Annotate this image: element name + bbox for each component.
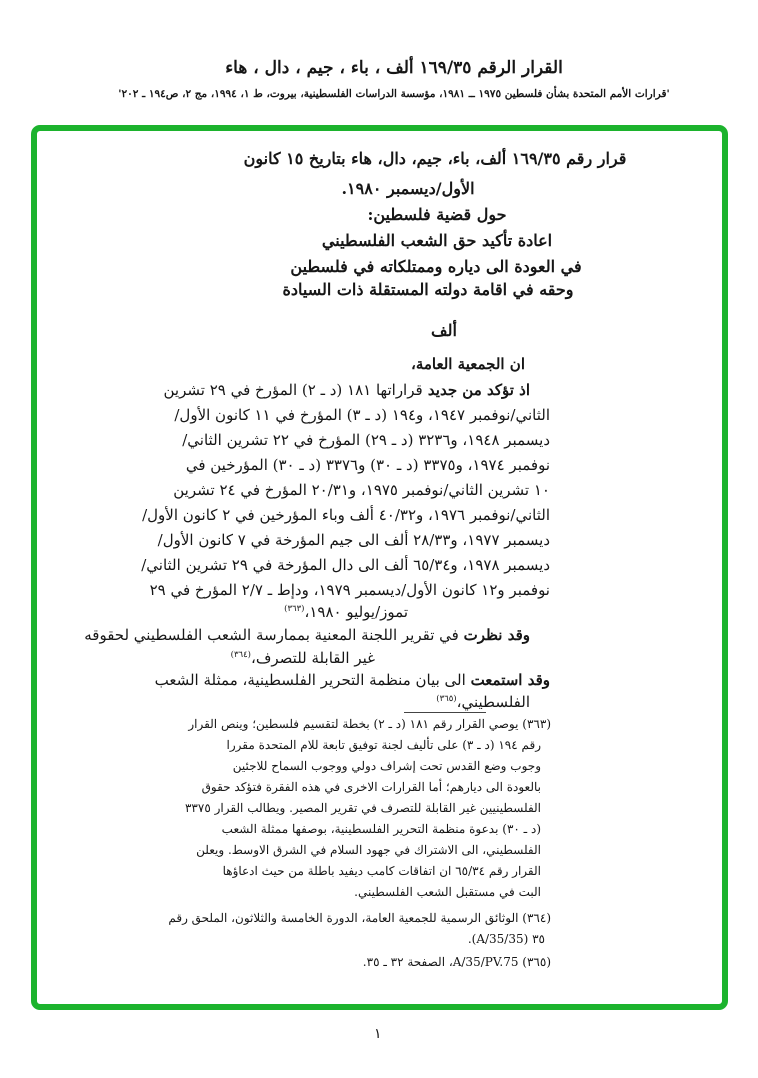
- body-line: ان الجمعية العامة،: [411, 355, 525, 373]
- footnote-line: الفلسطينيين غير القابلة للتصرف في تقرير المصير. ويطالب القرار ٣٣٧٥: [184, 801, 541, 815]
- footnote-line: القرار رقم ٦٥/٣٤ ان اتفاقات كامب ديفيد باطلة من حيث ادعاؤها: [222, 864, 541, 878]
- body-line: وقد استمعت الى بيان منظمة التحرير الفلسطينية، ممثلة الشعب: [154, 671, 550, 689]
- footnote-separator: [404, 712, 486, 713]
- footnote-line: (٣٦٥) A/35/PV.75، الصفحة ٣٢ ـ ٣٥.: [362, 955, 551, 969]
- body-line: نوفمبر ١٩٧٤، و٣٣٧٥ (د ـ ٣٠) و٣٣٧٦ (د ـ ٣٠) المؤرخين في: [185, 456, 550, 474]
- subtitle-line: وحقه في اقامة دولته المستقلة ذات السيادة: [282, 280, 574, 299]
- body-line: نوفمبر و١٢ كانون الأول/ديسمبر ١٩٧٩، ودإط ـ ٢/٧ المؤرخ في ٢٩: [149, 581, 550, 599]
- page-number: ١: [374, 1026, 382, 1042]
- footnote-line: رقم ١٩٤ (د ـ ٣) على تأليف لجنة توفيق تابعة للام المتحدة مقررا: [226, 738, 541, 752]
- body-line: ديسمبر ١٩٧٨، و٦٥/٣٤ ألف الى دال المؤرخة في ٢٩ تشرين الثاني/: [141, 556, 550, 574]
- footnote-line: الفلسطيني، الى الاشتراك في جهود السلام في الشرق الاوسط. ويعلن: [196, 843, 541, 857]
- section-heading: ألف: [431, 321, 457, 340]
- source-citation: 'قرارات الأمم المتحدة بشأن فلسطين ١٩٧٥ ــ ١٩٨١، مؤسسة الدراسات الفلسطينية، بيروت، ط ١، ١٩٩٤، مج ٢، ص١٩٤ ـ ٢٠٢': [118, 88, 670, 100]
- subtitle-line: حول قضية فلسطين:: [367, 205, 507, 224]
- subtitle-line: اعادة تأكيد حق الشعب الفلسطيني: [321, 231, 553, 250]
- body-line: الثاني/نوفمبر ١٩٧٦، و٤٠/٣٢ ألف وباء المؤرخين في ٢ كانون الأول/: [142, 506, 550, 524]
- body-line: غير القابلة للتصرف،$^{(٣٦٤)}$: [230, 649, 375, 667]
- body-line: ديسمبر ١٩٧٧، و٢٨/٣٣ ألف الى جيم المؤرخة في ٧ كانون الأول/: [157, 531, 550, 549]
- body-line: الفلسطيني،$^{(٣٦٥)}$: [436, 693, 530, 711]
- footnote-line: البت في مستقبل الشعب الفلسطيني.: [354, 885, 541, 899]
- subtitle-line: في العودة الى دياره وممتلكاته في فلسطين: [290, 257, 582, 276]
- footnote-line: (٣٦٣) يوصي القرار رقم ١٨١ (د ـ ٢) بخطة لتقسيم فلسطين؛ وينص القرار: [188, 717, 551, 731]
- resolution-header-title: القرار الرقم ١٦٩/٣٥ ألف ، باء ، جيم ، دال ، هاء: [225, 58, 563, 78]
- body-line: تموز/يوليو ١٩٨٠،$^{(٣٦٣)}$: [284, 603, 408, 621]
- title-line: قرار رقم ١٦٩/٣٥ ألف، باء، جيم، دال، هاء بتاريخ ١٥ كانون: [243, 149, 627, 168]
- footnote-line: (د ـ ٣٠) بدعوة منظمة التحرير الفلسطينية، بوصفها ممثلة الشعب: [221, 822, 541, 836]
- footnote-line: (٣٦٤) الوثائق الرسمية للجمعية العامة، الدورة الخامسة والثلاثون، الملحق رقم: [168, 911, 551, 925]
- footnote-line: بالعودة الى ديارهم؛ أما القرارات الاخرى في هذه الفقرة فتؤكد حقوق: [201, 780, 541, 794]
- body-line: وقد نظرت في تقرير اللجنة المعنية بممارسة الشعب الفلسطيني لحقوقه: [84, 626, 530, 644]
- body-line: ديسمبر ١٩٤٨، و٣٢٣٦ (د ـ ٢٩) المؤرخ في ٢٢ تشرين الثاني/: [182, 431, 550, 449]
- footnote-line: ٣٥ (A/35/35).: [467, 932, 545, 946]
- body-line: الثاني/نوفمبر ١٩٤٧، و١٩٤ (د ـ ٣) المؤرخ في ١١ كانون الأول/: [174, 406, 550, 424]
- body-line: ١٠ تشرين الثاني/نوفمبر ١٩٧٥، و٢٠/٣١ المؤرخ في ٢٤ تشرين: [173, 481, 550, 499]
- title-line: الأول/ديسمبر ١٩٨٠.: [341, 179, 475, 198]
- footnote-line: وجوب وضع القدس تحت إشراف دولي ووجوب السماح للاجئين: [232, 759, 541, 773]
- body-line: اذ تؤكد من جديد قراراتها ١٨١ (د ـ ٢) المؤرخ في ٢٩ تشرين: [163, 381, 530, 399]
